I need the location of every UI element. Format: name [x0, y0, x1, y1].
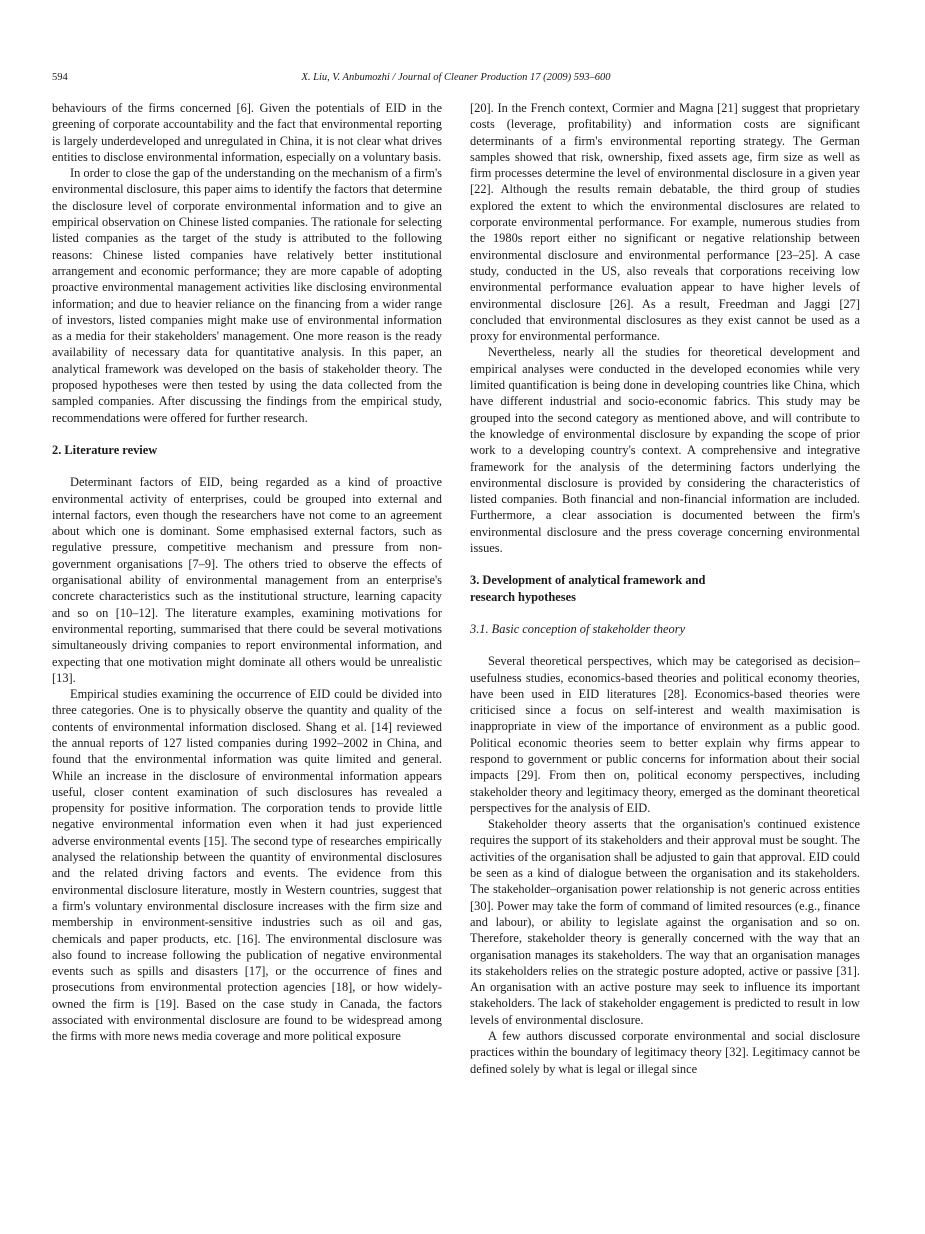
paragraph: [20]. In the French context, Cormier and Magna [21] suggest that proprietary costs (leverage, profitability) and information costs are significant determinants of a firm's environmental reporting strategy. The German samples showed that risk, ownership, fixed assets age, firm size as well as firm processes determine the level of environmental disclosure in a given year [22]. Although the results remain debatable, the third group of studies explored the extent to which the environmental disclosures are related to corporate environmental performance. For example, numerous studies from the 1980s report either no significant or negative relationship between environmental disclosure and environmental performance [23–25]. A case study, conducted in the US, also reveals that corporations receiving low environmental performance evaluation appear to have higher levels of environmental disclosure [26]. As a result, Freedman and Jaggi [27] concluded that environmental disclosures as they exist cannot be used as a proxy for environmental performance. — [470, 101, 860, 344]
section-heading-line: research hypotheses — [470, 589, 576, 604]
section-heading: 2. Literature review — [52, 442, 158, 457]
paragraph: Stakeholder theory asserts that the organisation's continued existence requires the support of its stakeholders and their approval must be sought. The activities of the organisation shall be adjusted to gain that approval. EID could be seen as a kind of dialogue between the organisation and its stakeholders. The stakeholder–organisation power relationship is not generic across entities [30]. Power may take the form of command of limited resources (e.g., finance and labour), or ability to legislate against the organisation and so on. Therefore, stakeholder theory is generally concerned with the way that an organisation manages its stakeholders. The way that an organisation manages its stakeholders relies on the strategic posture adopted, active or passive [31]. An organisation with an active posture may seek to influence its important stakeholders. The lack of stakeholder engagement is predicted to result in low levels of environmental disclosure. — [470, 817, 860, 1027]
running-header — [52, 72, 860, 88]
section-heading-line: 3. Development of analytical framework and — [470, 573, 706, 588]
paragraph: Several theoretical perspectives, which may be categorised as decision–usefulness studies, economics-based theories and political economy theories, have been used in EID literatures [28]. Economics-based theories were criticised since a focus on self-interest and wealth maximisation is inappropriate in view of the importance of environment as a public good. Political economic theories seem to better explain why firms appear to respond to government or public concerns for information about their social impacts [29]. From then on, political economy perspectives, including stakeholder theory and legitimacy theory, emerged as the dominant theoretical perspectives for the analysis of EID. — [470, 654, 860, 815]
paragraph: In order to close the gap of the understanding on the mechanism of a firm's environmental disclosure, this paper aims to identify the factors that determine the disclosure level of corporate environmental information and to give an empirical observation on Chinese listed companies. The rationale for selecting listed companies as the target of the study is attributed to the following reasons: Chinese listed companies have relatively better institutional arrangement and economic performance; they are more capable of adopting proactive environmental management activities like disclosing environmental information; and due to heavier reliance on the financing from a wider range of investors, listed companies might make use of environmental information as a media for their stakeholders' management. One more reason is the ready availability of necessary data for quantitative analysis. In this paper, an analytical framework was developed on the basis of stakeholder theory. The proposed hypotheses were then tested by using the data collected from the sampled companies. After discussing the findings from the empirical study, recommendations were offered for further research. — [52, 166, 442, 425]
page-number: 594 — [52, 72, 68, 83]
paragraph: Nevertheless, nearly all the studies for theoretical development and empirical analyses were conducted in the developed economies while very limited quantification is being done in developing countries like China, which have different industrial and socio-economic fabrics. This study may be grouped into the second category as mentioned above, and will contribute to the knowledge of environmental disclosure by expanding the scope of prior work to a developing country's context. A comprehensive and integrative framework for the analysis of the determining factors underlying the environmental disclosure is provided by considering the characteristics of listed companies. Both financial and non-financial information are included. Furthermore, a clear association is documented between the firm's environmental disclosure and the press coverage concerning environmental issues. — [470, 345, 860, 556]
subsection-heading: 3.1. Basic conception of stakeholder theory — [470, 621, 686, 636]
section-heading — [470, 572, 860, 605]
paragraph: Determinant factors of EID, being regarded as a kind of proactive environmental activity of enterprises, could be grouped into external and internal factors, even though the researchers have not come to an agreement about which one is dominant. Some emphasised external factors, such as regulative pressure, competitive mechanism and pressure from non-government organisations [7–9]. The others tried to observe the effects of organisational ability of environmental management from an enterprise's concrete characteristics such as the institutional structure, learning capacity and so on [10–12]. The literature examples, examining motivations for environmental reporting, summarised that there could be several motivations simultaneously driving companies to report environmental information, and expecting that one motivation might dominate all others would be unrealistic [13]. — [52, 475, 442, 685]
right-column — [470, 100, 860, 1077]
left-column — [52, 100, 442, 1045]
paragraph: Empirical studies examining the occurrence of EID could be divided into three categories. One is to physically observe the quantity and quality of the contents of environmental information disclosed. Shang et al. [14] reviewed the annual reports of 127 listed companies during 1992–2002 in China, and found that the environmental information was quite limited and general. While an increase in the disclosure of environmental information appears useful, closer content examination of such disclosures has revealed a propensity for positive information. The corporation tends to provide little negative environmental information even when it had just experienced adverse environmental events [15]. The second type of researches empirically analysed the relationship between the quantity of environmental disclosures and the related driving factors and events. The evidence from this environmental disclosure literature, mostly in Western countries, suggest that a firm's voluntary environmental disclosure increases with the firm size and membership in environment-sensitive industries such as oil and gas, chemicals and paper products, etc. [16]. The environmental disclosure was also found to increase following the publication of negative environmental events such as spills and disasters [17], or the occurrence of fines and prosecutions from environmental protection agencies [18], or how widely-owned the firm is [19]. Based on the case study in Canada, the factors associated with environmental disclosure are found to be widespread among the firms with more news media coverage and more political exposure — [52, 687, 442, 1044]
paragraph: A few authors discussed corporate environmental and social disclosure practices within the boundary of legitimacy theory [32]. Legitimacy cannot be defined solely by what is legal or illegal since — [470, 1029, 860, 1076]
running-title: X. Liu, V. Anbumozhi / Journal of Cleaner Production 17 (2009) 593–600 — [301, 72, 611, 83]
paragraph: behaviours of the firms concerned [6]. Given the potentials of EID in the greening of corporate accountability and the fact that environmental reporting is largely underdeveloped and unregulated in China, it is not clear what drives entities to disclose environmental information, especially on a voluntary basis. — [52, 101, 442, 164]
